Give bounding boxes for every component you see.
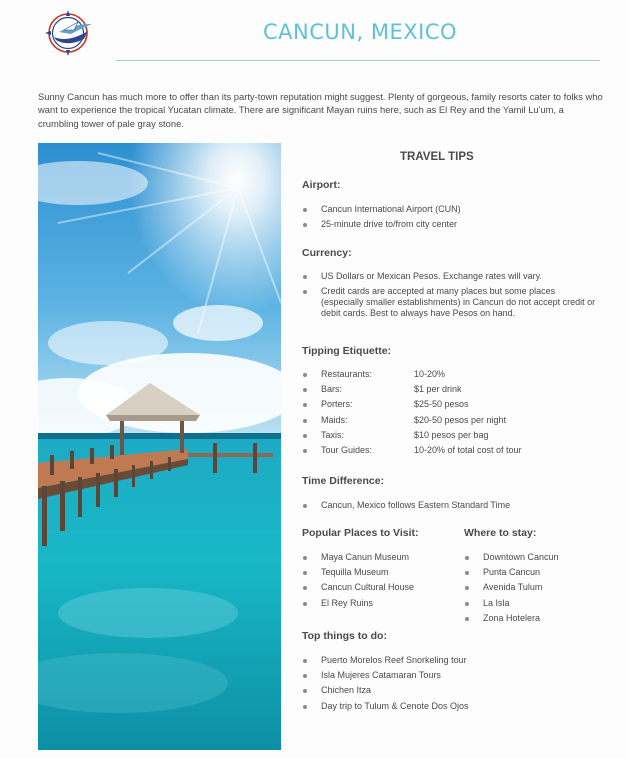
title-divider bbox=[116, 60, 600, 61]
list-item: Cancun, Mexico follows Eastern Standard Time bbox=[302, 498, 510, 513]
travel-tips-title: TRAVEL TIPS bbox=[400, 151, 474, 163]
tipping-heading: Tipping Etiquette: bbox=[302, 345, 392, 357]
where-to-stay-heading: Where to stay: bbox=[464, 527, 537, 539]
tipping-value: 10-20% of total cost of tour bbox=[414, 445, 522, 456]
list-item: Day trip to Tulum & Cenote Dos Ojos bbox=[302, 699, 469, 714]
list-item: Cancun Cultural House bbox=[302, 580, 414, 595]
currency-heading: Currency: bbox=[302, 247, 352, 259]
tipping-row bbox=[302, 443, 522, 458]
list-item: 25-minute drive to/from city center bbox=[302, 217, 461, 232]
list-item: Chichen Itza bbox=[302, 683, 469, 698]
currency-list bbox=[302, 271, 597, 323]
list-item: Puerto Morelos Reef Snorkeling tour bbox=[302, 653, 469, 668]
where-to-stay-list bbox=[464, 550, 559, 626]
list-item: Zona Hotelera bbox=[464, 611, 559, 626]
tipping-label: Tour Guides: bbox=[321, 445, 373, 456]
list-item: Cancun International Airport (CUN) bbox=[302, 202, 461, 217]
list-item: Avenida Tulum bbox=[464, 580, 559, 595]
list-item: Credit cards are accepted at many places but some places (especially smaller establishments) in Cancun do not accept credit or debit cards. Best to always have Pesos on hand. bbox=[302, 286, 597, 319]
list-item: Isla Mujeres Catamaran Tours bbox=[302, 668, 469, 683]
list-item: Punta Cancun bbox=[464, 565, 559, 580]
tipping-row bbox=[302, 428, 522, 443]
top-things-list bbox=[302, 653, 469, 714]
list-item: Tequilla Museum bbox=[302, 565, 414, 580]
tipping-label: Taxis: bbox=[321, 429, 345, 440]
time-difference-heading: Time Difference: bbox=[302, 475, 385, 487]
compass-ship-logo-icon bbox=[44, 10, 96, 56]
tipping-value: $20-50 pesos per night bbox=[414, 414, 507, 425]
popular-places-heading: Popular Places to Visit: bbox=[302, 527, 419, 539]
time-difference-list bbox=[302, 498, 510, 513]
airport-heading: Airport: bbox=[302, 179, 341, 191]
tipping-row bbox=[302, 413, 522, 428]
tipping-value: $10 pesos per bag bbox=[414, 429, 489, 440]
tipping-row bbox=[302, 382, 522, 397]
tipping-list bbox=[302, 367, 522, 458]
airport-list bbox=[302, 202, 461, 232]
tipping-label: Restaurants: bbox=[321, 369, 373, 379]
popular-places-list bbox=[302, 550, 414, 611]
list-item: Downtown Cancun bbox=[464, 550, 559, 565]
tipping-value: 10-20% bbox=[414, 369, 446, 379]
list-item: El Rey Ruins bbox=[302, 596, 414, 611]
tipping-label: Maids: bbox=[321, 414, 348, 425]
top-things-heading: Top things to do: bbox=[302, 630, 387, 642]
tipping-row bbox=[302, 367, 522, 382]
pier-sea-sky-photo-icon bbox=[38, 143, 281, 750]
tipping-value: $25-50 pesos bbox=[414, 399, 469, 410]
list-item: Maya Canun Museum bbox=[302, 550, 414, 565]
list-item: US Dollars or Mexican Pesos. Exchange rates will vary. bbox=[302, 271, 597, 282]
list-item: La Isla bbox=[464, 596, 559, 611]
tipping-label: Porters: bbox=[321, 399, 353, 410]
intro-paragraph: Sunny Cancun has much more to offer than its party-town reputation might suggest. Plenty of gorgeous, family resorts cater to folks who want to experience the tropical Yucatan climate. There are significant Mayan ruins here, such as El Rey and the Yamil Lu'um, a crumbling tower of pale gray stone. bbox=[38, 91, 603, 129]
page-title: CANCUN, MEXICO bbox=[263, 20, 457, 44]
tipping-label: Bars: bbox=[321, 384, 343, 395]
tipping-row bbox=[302, 397, 522, 412]
tipping-value: $1 per drink bbox=[414, 384, 462, 395]
